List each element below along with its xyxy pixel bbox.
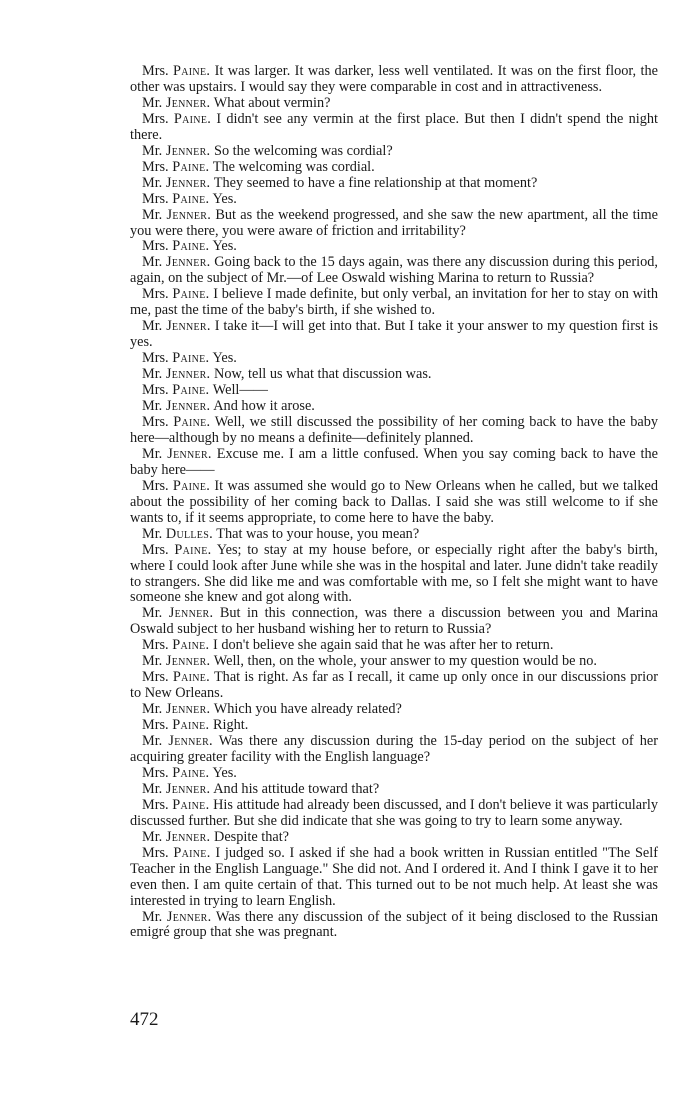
testimony-text: Despite that? xyxy=(214,828,290,845)
testimony-text: They seemed to have a fine relationship at that moment? xyxy=(213,174,538,191)
speaker-title: Mrs. xyxy=(142,110,169,127)
speaker-name: Paine. xyxy=(173,110,212,127)
testimony-paragraph xyxy=(130,144,658,160)
testimony-paragraph xyxy=(130,543,658,607)
speaker-name: Jenner. xyxy=(165,174,211,191)
testimony-paragraph xyxy=(130,351,658,367)
testimony-paragraph xyxy=(130,527,658,543)
testimony-text: His attitude had already been discussed, and I don't believe it was particularly discussed further. But she did indicate that she was going to try to learn some anyway. xyxy=(130,796,659,829)
speaker-title: Mrs. xyxy=(142,764,169,781)
speaker-title: Mrs. xyxy=(142,477,169,494)
speaker-name: Paine. xyxy=(172,190,210,207)
testimony-paragraph xyxy=(130,910,658,942)
speaker-title: Mrs. xyxy=(142,844,169,861)
speaker-name: Paine. xyxy=(172,717,210,734)
testimony-text: Yes. xyxy=(212,238,237,255)
testimony-paragraph xyxy=(130,239,658,255)
testimony-text: Well—— xyxy=(212,382,268,399)
testimony-paragraph xyxy=(130,479,658,527)
testimony-text: Now, tell us what that discussion was. xyxy=(214,366,432,383)
speaker-name: Jenner. xyxy=(165,366,211,383)
testimony-paragraph xyxy=(130,447,658,479)
speaker-title: Mr. xyxy=(142,780,163,797)
speaker-title: Mrs. xyxy=(142,286,169,303)
testimony-text: Going back to the 15 days again, was there any discussion during this period, again, on the subject of Mr.—of Lee Oswald wishing Marina to return to Russia? xyxy=(130,254,658,287)
speaker-title: Mr. xyxy=(142,142,163,159)
speaker-name: Jenner. xyxy=(165,398,211,415)
testimony-text: Well, then, on the whole, your answer to my question would be no. xyxy=(213,653,597,670)
speaker-title: Mr. xyxy=(142,206,163,223)
page-number: 472 xyxy=(130,1009,159,1030)
testimony-text: It was assumed she would go to New Orleans when he called, but we talked about the possibility of her coming back to Dallas. I said she was still welcome to if she wants to, if it seems appropriate, to come here to have the baby. xyxy=(130,477,658,526)
testimony-text: Yes; to stay at my house before, or especially right after the baby's birth, where I could look after June while she was in the hospital and later. June didn't take readily to strangers. She did like me and was comfortable with me, so I felt she might want to have someone she knew and got along with. xyxy=(130,541,658,606)
testimony-paragraph xyxy=(130,766,658,782)
speaker-name: Dulles. xyxy=(165,525,213,542)
testimony-paragraph xyxy=(130,606,658,638)
speaker-title: Mr. xyxy=(142,366,163,383)
testimony-paragraph xyxy=(130,176,658,192)
testimony-paragraph xyxy=(130,383,658,399)
speaker-name: Jenner. xyxy=(165,653,211,670)
testimony-paragraph xyxy=(130,64,658,96)
speaker-title: Mrs. xyxy=(142,382,169,399)
testimony-text: Which you have already related? xyxy=(213,701,402,718)
testimony-text: Yes. xyxy=(212,764,237,781)
testimony-paragraph xyxy=(130,96,658,112)
testimony-text: But as the weekend progressed, and she saw the new apartment, all the time you were there, you were aware of friction and irritability? xyxy=(130,206,658,239)
speaker-name: Paine. xyxy=(172,637,210,654)
speaker-title: Mrs. xyxy=(142,637,169,654)
speaker-title: Mr. xyxy=(142,653,163,670)
testimony-paragraph xyxy=(130,638,658,654)
testimony-text: I don't believe she again said that he was after her to return. xyxy=(213,637,554,654)
speaker-name: Paine. xyxy=(174,541,212,558)
testimony-paragraph xyxy=(130,399,658,415)
speaker-title: Mr. xyxy=(142,701,163,718)
speaker-name: Jenner. xyxy=(167,445,212,462)
speaker-title: Mr. xyxy=(142,318,163,335)
testimony-text: Well, we still discussed the possibility of her coming back to have the baby here—although by no means a definite—definitely planned. xyxy=(130,413,658,446)
testimony-text: Yes. xyxy=(212,190,237,207)
speaker-name: Jenner. xyxy=(168,733,213,750)
speaker-title: Mrs. xyxy=(142,669,169,686)
speaker-name: Paine. xyxy=(172,158,210,175)
testimony-paragraph xyxy=(130,734,658,766)
testimony-paragraph xyxy=(130,287,658,319)
speaker-title: Mr. xyxy=(142,398,163,415)
speaker-name: Jenner. xyxy=(165,142,211,159)
speaker-name: Paine. xyxy=(172,350,210,367)
speaker-title: Mr. xyxy=(142,828,163,845)
speaker-title: Mr. xyxy=(142,908,163,925)
speaker-name: Jenner. xyxy=(165,94,211,111)
speaker-name: Paine. xyxy=(172,669,211,686)
speaker-name: Jenner. xyxy=(165,254,211,271)
speaker-name: Jenner. xyxy=(168,605,214,622)
speaker-name: Jenner. xyxy=(166,318,211,335)
speaker-title: Mrs. xyxy=(142,796,169,813)
speaker-name: Paine. xyxy=(172,238,210,255)
speaker-title: Mr. xyxy=(142,525,163,542)
speaker-title: Mr. xyxy=(142,605,163,622)
speaker-name: Jenner. xyxy=(166,908,212,925)
speaker-name: Paine. xyxy=(173,63,211,79)
speaker-title: Mr. xyxy=(142,733,163,750)
testimony-text: And how it arose. xyxy=(213,398,315,415)
testimony-text: Yes. xyxy=(212,350,237,367)
testimony-paragraph xyxy=(130,192,658,208)
speaker-name: Paine. xyxy=(172,764,210,781)
speaker-title: Mrs. xyxy=(142,541,169,558)
testimony-paragraph xyxy=(130,846,658,910)
speaker-title: Mrs. xyxy=(142,158,169,175)
speaker-title: Mrs. xyxy=(142,238,169,255)
speaker-title: Mr. xyxy=(142,94,163,111)
testimony-text: But in this connection, was there a discussion between you and Marina Oswald subject to her husband wishing her to return to Russia? xyxy=(130,605,658,638)
testimony-paragraph xyxy=(130,702,658,718)
testimony-text: So the welcoming was cordial? xyxy=(214,142,393,159)
speaker-name: Paine. xyxy=(172,477,211,494)
speaker-name: Jenner. xyxy=(165,701,211,718)
testimony-text: Was there any discussion of the subject of it being disclosed to the Russian emigré group that she was pregnant. xyxy=(130,908,658,941)
testimony-paragraph xyxy=(130,670,658,702)
testimony-paragraph xyxy=(130,255,658,287)
testimony-paragraph xyxy=(130,798,658,830)
testimony-paragraph xyxy=(130,319,658,351)
testimony-paragraph xyxy=(130,718,658,734)
testimony-text: That is right. As far as I recall, it came up only once in our discussions prior to New Orleans. xyxy=(130,669,658,702)
speaker-name: Paine. xyxy=(172,382,210,399)
testimony-paragraph xyxy=(130,367,658,383)
testimony-text: It was larger. It was darker, less well ventilated. It was on the first floor, the other was upstairs. I would say they were comparable in cost and in attractiveness. xyxy=(130,63,658,95)
testimony-paragraph xyxy=(130,654,658,670)
speaker-title: Mr. xyxy=(142,254,163,271)
testimony-text: Right. xyxy=(213,717,249,734)
transcript-body xyxy=(130,64,658,941)
speaker-name: Paine. xyxy=(173,413,211,430)
speaker-title: Mrs. xyxy=(142,350,169,367)
speaker-title: Mrs. xyxy=(142,190,169,207)
speaker-title: Mr. xyxy=(142,174,163,191)
speaker-name: Paine. xyxy=(172,286,210,303)
speaker-title: Mrs. xyxy=(142,413,169,430)
testimony-paragraph xyxy=(130,830,658,846)
testimony-text: I take it—I will get into that. But I take it your answer to my question first is yes. xyxy=(130,318,659,351)
testimony-text: Excuse me. I am a little confused. When you say coming back to have the baby here—— xyxy=(130,445,659,478)
testimony-text: That was to your house, you mean? xyxy=(216,525,420,542)
testimony-paragraph xyxy=(130,208,658,240)
speaker-name: Jenner. xyxy=(165,780,211,797)
testimony-text: The welcoming was cordial. xyxy=(212,158,375,175)
testimony-text: I didn't see any vermin at the first place. But then I didn't spend the night there. xyxy=(130,110,659,143)
testimony-text: What about vermin? xyxy=(213,94,331,111)
testimony-text: I judged so. I asked if she had a book written in Russian entitled "The Self Teacher in the English Language." She did not. And I ordered it. And I think I gave it to her even then. I am quite certain of that. This turned out to be not much help. At least she was interested in trying to learn English. xyxy=(130,844,659,909)
speaker-name: Paine. xyxy=(172,796,210,813)
testimony-paragraph xyxy=(130,415,658,447)
speaker-title: Mr. xyxy=(142,445,163,462)
testimony-paragraph xyxy=(130,160,658,176)
testimony-paragraph xyxy=(130,112,658,144)
speaker-name: Jenner. xyxy=(166,206,212,223)
testimony-paragraph xyxy=(130,782,658,798)
speaker-title: Mrs. xyxy=(142,63,169,79)
speaker-name: Jenner. xyxy=(165,828,211,845)
testimony-text: I believe I made definite, but only verbal, an invitation for her to stay on with me, past the time of the baby's birth, if she wished to. xyxy=(130,286,659,319)
speaker-name: Paine. xyxy=(173,844,211,861)
speaker-title: Mrs. xyxy=(142,717,169,734)
testimony-text: And his attitude toward that? xyxy=(213,780,380,797)
testimony-text: Was there any discussion during the 15-day period on the subject of her acquiring greater facility with the English language? xyxy=(130,733,658,765)
